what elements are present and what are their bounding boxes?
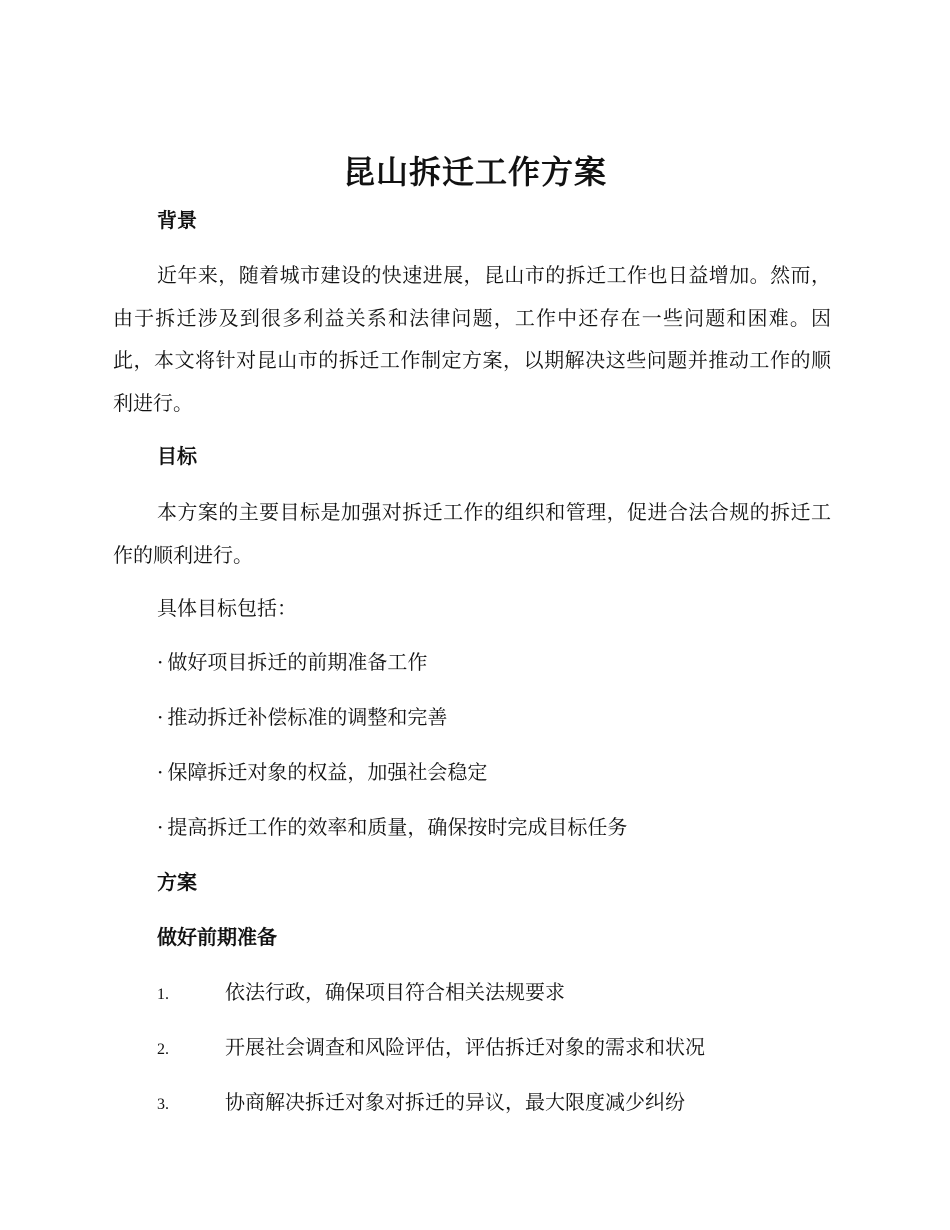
list-item-text: 保障拆迁对象的权益，加强社会稳定: [167, 760, 488, 784]
item-number: 3.: [157, 1096, 169, 1113]
list-item-text: 做好项目拆迁的前期准备工作: [167, 650, 428, 674]
item-text: 依法行政，确保项目符合相关法规要求: [225, 980, 565, 1004]
goals-intro: 具体目标包括：: [157, 596, 297, 620]
item-text: 开展社会调查和风险评估，评估拆迁对象的需求和状况: [225, 1035, 705, 1059]
list-item-text: 推动拆迁补偿标准的调整和完善: [167, 705, 448, 729]
item-number: 1.: [157, 986, 169, 1003]
numbered-item: [157, 1087, 857, 1120]
bullet-icon: ·: [157, 705, 164, 729]
paragraph-background: 近年来，随着城市建设的快速进展，昆山市的拆迁工作也日益增加。然而，由于拆迁涉及到很多利益关系和法律问题，工作中还存在一些问题和困难。因此，本文将针对昆山市的拆迁工作制定方案，以期解决这些问题并推动工作的顺利进行。: [113, 263, 831, 415]
document-title: 昆山拆迁工作方案: [342, 153, 607, 191]
item-text: 协商解决拆迁对象对拆迁的异议，最大限度减少纠纷: [225, 1090, 685, 1114]
subheading-preparation: 做好前期准备: [157, 925, 277, 949]
list-item: [157, 702, 447, 732]
heading-goals: 目标: [157, 444, 197, 468]
heading-background: 背景: [157, 208, 197, 232]
list-item: [157, 757, 487, 787]
numbered-item: [157, 977, 857, 1010]
list-item-text: 提高拆迁工作的效率和质量，确保按时完成目标任务: [167, 815, 628, 839]
bullet-icon: ·: [157, 650, 164, 674]
bullet-icon: ·: [157, 815, 164, 839]
heading-plan: 方案: [157, 870, 197, 894]
bullet-icon: ·: [157, 760, 164, 784]
list-item: [157, 647, 427, 677]
paragraph-goals: 本方案的主要目标是加强对拆迁工作的组织和管理，促进合法合规的拆迁工作的顺利进行。: [113, 500, 831, 567]
numbered-item: [157, 1032, 857, 1065]
item-number: 2.: [157, 1041, 169, 1058]
list-item: [157, 812, 627, 842]
